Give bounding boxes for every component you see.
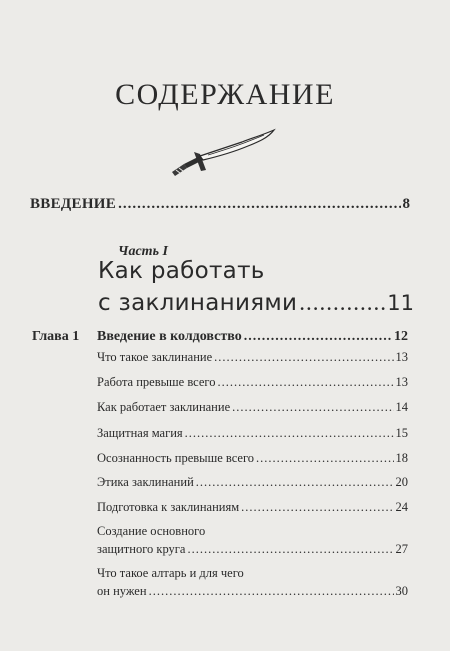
- chapter-title-label: Введение в колдовство: [97, 329, 242, 344]
- toc-entry: [97, 500, 408, 515]
- toc-entry-introduction: [30, 196, 410, 213]
- toc-entry-label: Защитная магия: [97, 426, 183, 440]
- toc-entry: [97, 475, 408, 490]
- part-title-line2: [98, 290, 414, 316]
- page-title: СОДЕРЖАНИЕ: [115, 78, 335, 111]
- toc-entry-label: ВВЕДЕНИЕ: [30, 196, 117, 212]
- dot-leader: [232, 400, 393, 415]
- toc-entry-label: Что такое заклинание: [97, 350, 213, 364]
- dot-leader: [241, 500, 393, 515]
- toc-entry-label: Подготовка к заклинаниям: [97, 500, 240, 514]
- toc-entry-label: Как работает заклинание: [97, 400, 231, 414]
- toc-page-number: 13: [395, 350, 408, 364]
- toc-entry: [97, 451, 408, 466]
- toc-entry-label: он нужен: [97, 584, 147, 598]
- dot-leader: [118, 196, 400, 213]
- dot-leader: [196, 475, 394, 490]
- toc-page-number: 11: [387, 291, 414, 315]
- chapter-number: Глава 1: [32, 329, 80, 344]
- toc-page-number: 13: [395, 375, 408, 389]
- part-title-label: с заклинаниями: [98, 290, 298, 316]
- toc-entry-label: Этика заклинаний: [97, 475, 194, 489]
- toc-entry: [97, 400, 408, 415]
- part-label: Часть I: [118, 244, 168, 259]
- dot-leader: [217, 375, 393, 390]
- toc-entry: [97, 584, 408, 599]
- part-title-line1: Как работать: [98, 258, 265, 284]
- dot-leader: [256, 451, 393, 466]
- toc-entry-label: защитного круга: [97, 542, 186, 556]
- toc-page-number: 24: [395, 500, 408, 514]
- toc-page-number: 15: [395, 426, 408, 440]
- dot-leader: [187, 542, 393, 557]
- toc-page-number: 14: [395, 400, 408, 414]
- chapter-title: [97, 329, 408, 345]
- toc-entry: [97, 426, 408, 441]
- toc-page-number: 20: [395, 475, 408, 489]
- sword-icon: [168, 126, 280, 178]
- toc-page-number: 27: [395, 542, 408, 556]
- toc-page-number: 8: [402, 196, 410, 212]
- dot-leader: [185, 426, 394, 441]
- toc-entry-label: Работа превыше всего: [97, 375, 216, 389]
- toc-page-number: 12: [394, 329, 408, 344]
- toc-page-number: 30: [395, 584, 408, 598]
- toc-page-number: 18: [395, 451, 408, 465]
- toc-entry: [97, 542, 408, 557]
- toc-entry-label: Осознанность превыше всего: [97, 451, 255, 465]
- toc-entry-first-line: Создание основного: [97, 524, 206, 538]
- dot-leader: [244, 329, 392, 345]
- toc-entry: [97, 375, 408, 390]
- toc-entry: [97, 350, 408, 365]
- dot-leader: [214, 350, 393, 365]
- dot-leader: [299, 290, 385, 316]
- toc-entry-first-line: Что такое алтарь и для чего: [97, 566, 244, 580]
- dot-leader: [149, 584, 394, 599]
